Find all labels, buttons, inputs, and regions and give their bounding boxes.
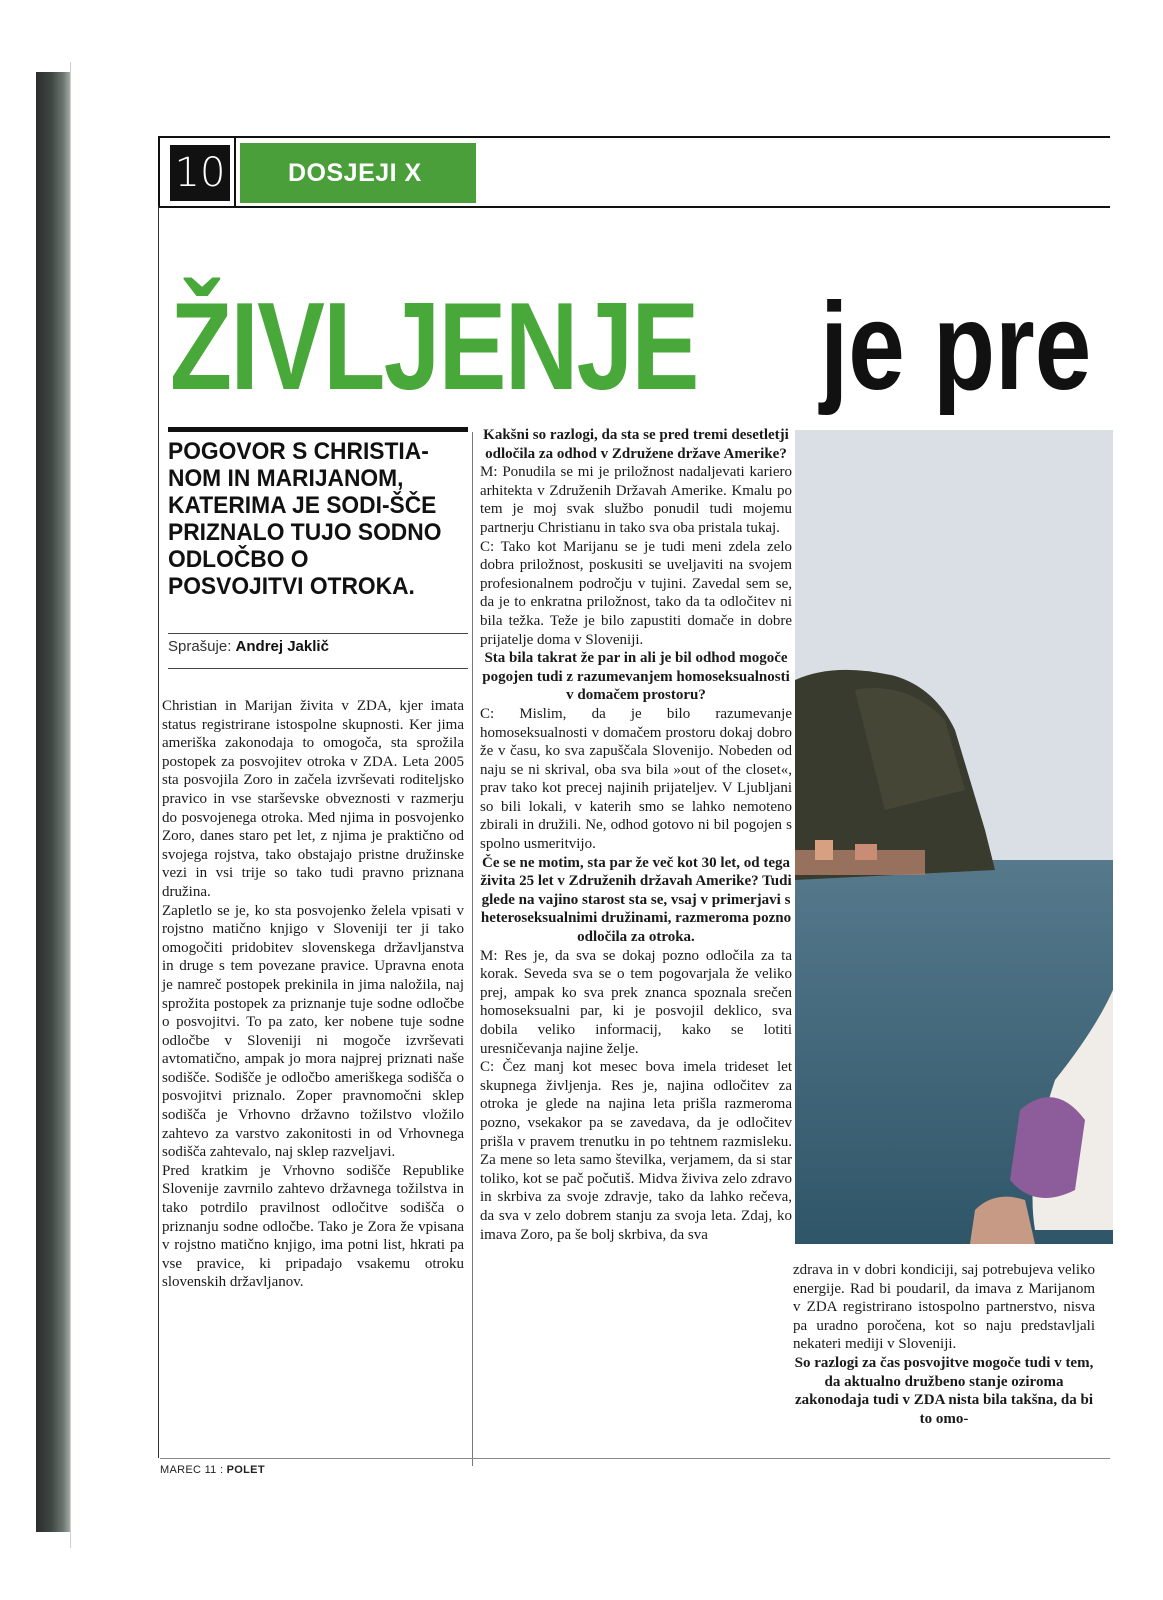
headline-continuation: je pre xyxy=(820,278,1092,416)
interview-answer: zdrava in v dobri kondiciji, saj potrebujeva veliko energije. Rad bi poudaril, da imava z Marijanom v ZDA registrirano istospolno partnerstvo, nisva pa uradno poročena, kot so naju predstavljali nekateri mediji v Sloveniji. xyxy=(793,1262,1095,1353)
footer-rule xyxy=(160,1458,1110,1459)
lead-paragraph: POGOVOR S CHRISTIA-NOM IN MARIJANOM, KATERIMA JE SODI-ŠČE PRIZNALO TUJO SODNO ODLOČBO O POSVOJITVI OTROKA. xyxy=(168,438,442,600)
magazine-spine-shadow xyxy=(36,72,70,1532)
header-left-rule xyxy=(158,136,160,208)
interview-answer: M: Res je, da sva se dokaj pozno odločila za ta korak. Seveda sva se o tem pogovarjala že veliko prej, ampak ko sva prek znanca spoznala srečen homoseksualni par, ki je posvojil deklico, sva dobila veliko informacij, kako se lotiti uresničevanja najine želje. xyxy=(480,947,792,1057)
paragraph: Zapletlo se je, ko sta posvojenko želela vpisati v rojstno matično knjigo v Sloveniji ter ji tako omogočiti pridobitev slovenskega državljanstva in druge s tem povezane pravice. Upravna enota je namreč postopek prekinila in jima naložila, naj sprožita postopek za priznanje tuje sodne odločbe o posvojitvi. To pa zato, ker nobene tuje sodne odločbe v Sloveniji ni mogoče izvrševati avtomatično, ampak jo mora najprej priznati naše sodišče. Sodišče je odločbo ameriškega sodišča o posvojitvi priznalo. Zoper pravnomočni sklep sodišča je Vrhovno državno tožilstvo vložilo zahtevo za varstvo zakonitosti in od Vrhovnega sodišča zahtevalo, naj sklep razveljavi. xyxy=(162,902,464,1161)
header-divider-rule xyxy=(234,136,236,208)
interview-question: Sta bila takrat že par in ali je bil odhod mogoče pogojen tudi z razumevanjem homoseksualnosti v domačem prostoru? xyxy=(482,650,790,704)
page-number: 10 xyxy=(170,145,230,201)
column-divider xyxy=(472,432,473,1466)
headline-main: ŽIVLJENJE xyxy=(170,278,698,416)
lead-rule xyxy=(168,427,468,432)
article-column-1 xyxy=(162,697,464,1292)
interview-answer: C: Čez manj kot mesec bova imela trideset let skupnega življenja. Res je, najina odločitev za otroka je glede na najina leta prišla razmeroma pozno, vsekakor pa se zavedava, da je odločitev prišla v pravem trenutku in po tehtnem razmisleku. Za mene so leta samo številka, verjamem, da si star toliko, kot se pač počutiš. Midva živiva zelo zdravo in skrbiva za svoje zdravje, tako da lahko rečeva, da sva v zelo dobrem stanju za svoja leta. Zdaj, ko imava Zoro, pa še bolj skrbiva, da sva xyxy=(480,1059,792,1243)
page-left-rule xyxy=(158,206,159,1458)
byline-rule-bottom xyxy=(168,668,468,669)
section-label: DOSJEJI X xyxy=(240,143,476,203)
footer-magazine: POLET xyxy=(226,1464,265,1476)
byline-author: Andrej Jaklič xyxy=(235,638,329,655)
byline-rule-top xyxy=(168,633,468,634)
interview-question: Kakšni so razlogi, da sta se pred tremi desetletji odločila za odhod v Združene države Amerike? xyxy=(483,427,789,462)
page-footer xyxy=(160,1464,265,1476)
interview-question: Če se ne motim, sta par že več kot 30 let, od tega živita 25 let v Združenih državah Amerike? Tudi glede na vajino starost sta se, vsaj v primerjavi s heteroseksualnimi družinami, razmeroma pozno odločila za otroka. xyxy=(480,854,792,946)
footer-issue: MAREC 11 : xyxy=(160,1464,224,1476)
paragraph: Pred kratkim je Vrhovno sodišče Republike Slovenije zavrnilo zahtevo državnega tožilstva in tako potrdilo pravilnost odločitve sodišča o priznanju sodne odločbe. Tako je Zora že vpisana v rojstno matično knjigo, ima potni list, hkrati pa vse pravice, ki pripadajo vsakemu otroku slovenskih državljanov. xyxy=(162,1162,464,1291)
coastal-photo xyxy=(795,430,1113,1244)
photo-illustration xyxy=(795,430,1113,1244)
interview-answer: C: Mislim, da je bilo razumevanje homoseksualnosti v domačem prostoru dokaj dobro že v času, ko sva zapuščala Slovenijo. Nobeden od naju se ni skrival, oba sva bila »out of the closet«, prav tako kot precej najinih prijateljev. V Ljubljani so bili lokali, v katerih smo se lahko nemoteno zbirali in družili. Ne, odhod gotovo ni bil pogojen s spolno usmeritvijo. xyxy=(480,705,792,853)
interview-question: So razlogi za čas posvojitve mogoče tudi v tem, da aktualno družbeno stanje oziroma zakonodaja tudi v ZDA nista bila takšna, da bi to omo- xyxy=(794,1354,1094,1427)
article-column-2 xyxy=(480,426,792,1244)
header-top-rule xyxy=(158,136,1110,138)
article-column-3 xyxy=(793,1261,1095,1428)
header-bottom-rule xyxy=(158,206,1110,208)
byline xyxy=(168,638,329,655)
byline-label: Sprašuje: xyxy=(168,638,232,655)
interview-answer: M: Ponudila se mi je priložnost nadaljevati kariero arhitekta v Združenih Državah Amerike. Kmalu po tem je moj svak službo ponudil tudi mojemu partnerju Christianu in tako sva oba pristala tukaj. xyxy=(480,464,792,536)
paragraph: Christian in Marijan živita v ZDA, kjer imata status registrirane istospolne skupnosti. Ker jima ameriška zakonodaja to omogoča, sta sprožila postopek za posvojitev otroka v ZDA. Leta 2005 sta posvojila Zoro in začela izvrševati roditeljsko pravico in vse starševske obveznosti v razmerju do posvojenega otroka. Med njima in posvojenko Zoro, danes staro pet let, z njima je praktično od svojega rojstva, tako obstajajo pristne družinske vezi in vsi trije so tako tudi pravno priznana družina. xyxy=(162,698,464,900)
headline xyxy=(170,262,1128,422)
interview-answer: C: Tako kot Marijanu se je tudi meni zdela zelo dobra priložnost, poskusiti se uveljaviti na svojem profesionalnem področju v tujini. Zavedal sem se, da je to enkratna priložnost, tako da ta odločitev ni bila težka. Teže je bilo zapustiti domače in dobre prijatelje doma v Sloveniji. xyxy=(480,538,792,648)
